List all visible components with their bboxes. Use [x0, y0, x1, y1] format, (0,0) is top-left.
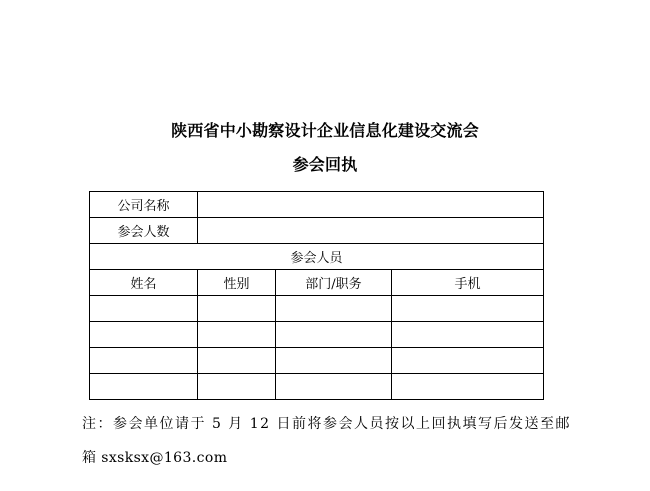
attendee-mobile-cell[interactable]: [392, 348, 544, 374]
column-header-department-title: 部门/职务: [276, 270, 392, 296]
document-subtitle: 参会回执: [292, 155, 358, 174]
attendee-gender-cell[interactable]: [198, 296, 276, 322]
column-header-gender: 性别: [198, 270, 276, 296]
attendee-row: [90, 348, 544, 374]
attendee-name-cell[interactable]: [90, 296, 198, 322]
attendee-mobile-cell[interactable]: [392, 374, 544, 400]
attendee-name-cell[interactable]: [90, 322, 198, 348]
attendee-department-cell[interactable]: [276, 348, 392, 374]
attendee-department-cell[interactable]: [276, 296, 392, 322]
attendee-column-header-row: [90, 270, 544, 296]
attendee-mobile-cell[interactable]: [392, 296, 544, 322]
document-title: 陕西省中小勘察设计企业信息化建设交流会: [171, 121, 479, 140]
attendee-department-cell[interactable]: [276, 374, 392, 400]
attendee-gender-cell[interactable]: [198, 348, 276, 374]
attendee-name-cell[interactable]: [90, 374, 198, 400]
attendee-department-cell[interactable]: [276, 322, 392, 348]
company-field[interactable]: [198, 192, 544, 218]
attendee-mobile-cell[interactable]: [392, 322, 544, 348]
attendees-section-row: [90, 244, 544, 270]
attendee-gender-cell[interactable]: [198, 322, 276, 348]
column-header-mobile: 手机: [392, 270, 544, 296]
company-row: [90, 192, 544, 218]
column-header-name: 姓名: [90, 270, 198, 296]
attendee-row: [90, 322, 544, 348]
attendee-count-label: 参会人数: [90, 218, 198, 244]
attendee-row: [90, 296, 544, 322]
company-label: 公司名称: [90, 192, 198, 218]
registration-form-table: [89, 191, 544, 400]
submission-note-line-2: 箱 sxsksx@163.com: [82, 450, 228, 466]
attendee-row: [90, 374, 544, 400]
attendee-gender-cell[interactable]: [198, 374, 276, 400]
submission-note-line-1: 注：参会单位请于 5 月 12 日前将参会人员按以上回执填写后发送至邮: [82, 416, 572, 432]
attendee-name-cell[interactable]: [90, 348, 198, 374]
attendee-count-field[interactable]: [198, 218, 544, 244]
attendees-section-header: 参会人员: [90, 244, 544, 270]
attendee-count-row: [90, 218, 544, 244]
